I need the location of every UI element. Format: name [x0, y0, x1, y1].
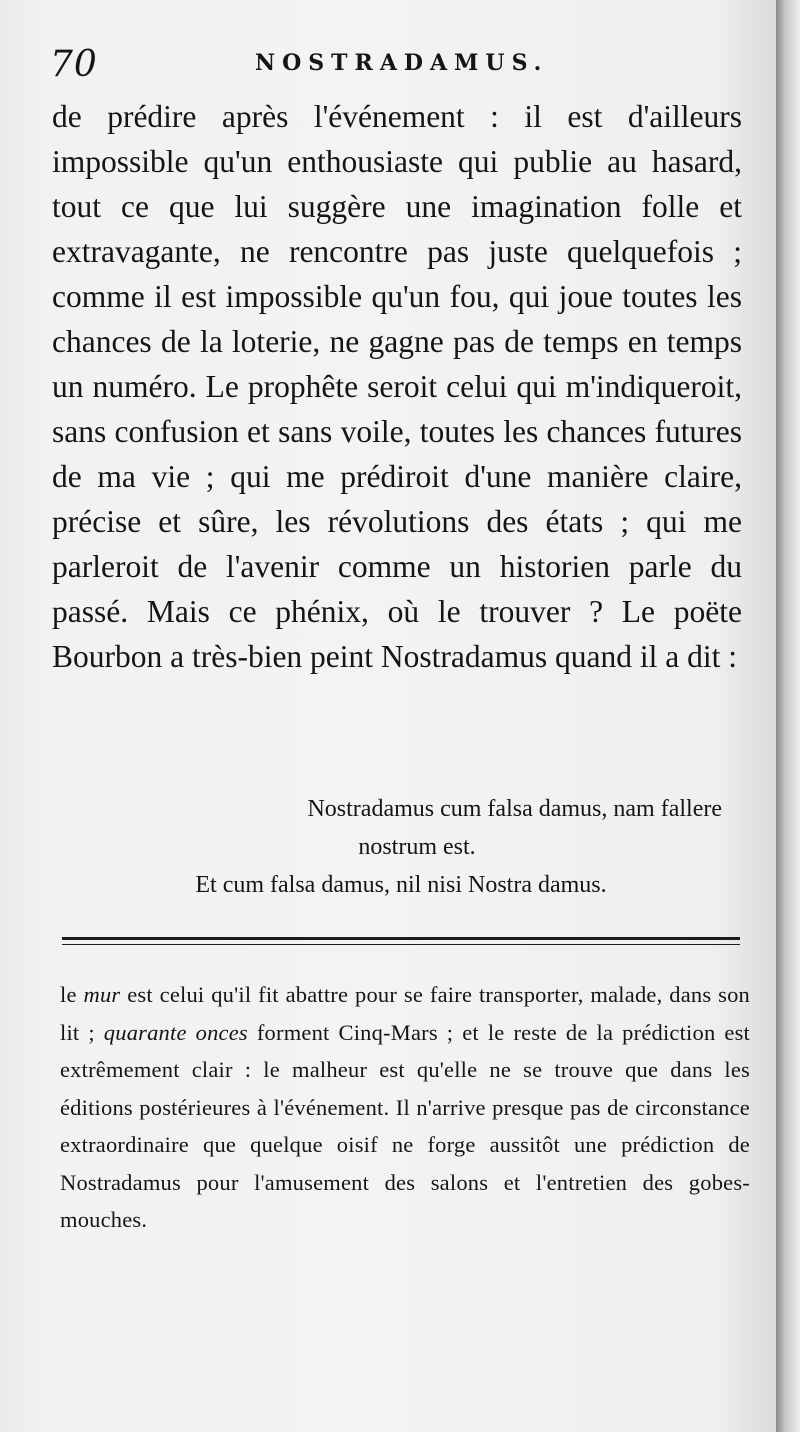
page-gutter-shadow — [776, 0, 800, 1432]
footnote-term-mur: mur — [83, 982, 121, 1007]
footnote-term-quarante-onces: quarante onces — [103, 1019, 248, 1045]
page-number: 70 — [50, 44, 98, 85]
latin-verse — [52, 790, 742, 904]
footnote-text-2: forment Cinq-Mars ; et le reste de la prédiction est extrêmement clair : le malheur est qu'elle ne se trouve que dans les éditions postérieures à l'événement. Il n'arrive presque pas de circonstance extraordinaire que quelque oisif ne forge aussitôt une prédiction de Nostradamus pour l'amusement des salons et l'entretien des gobes-mouches. — [60, 1019, 750, 1232]
verse-line-3: Et cum falsa damus, nil nisi Nostra damus. — [195, 872, 607, 898]
page-header — [50, 40, 740, 90]
body-paragraph: de prédire après l'événement : il est d'ailleurs impossible qu'un enthousiaste qui publie au hasard, tout ce que lui suggère une imagination folle et extravagante, ne rencontre pas juste quelquefois ; comme il est impossible qu'un fou, qui joue toutes les chances de la loterie, ne gagne pas de temps en temps un numéro. Le prophête seroit celui qui m'indiqueroit, sans confusion et sans voile, toutes les chances futures de ma vie ; qui me prédiroit d'une manière claire, précise et sûre, les révolutions des états ; qui me parleroit de l'avenir comme un historien parle du passé. Mais ce phénix, où le trouver ? Le poëte Bourbon a très-bien peint Nostradamus quand il a dit : — [52, 99, 742, 674]
footnote-paragraph — [60, 976, 750, 1239]
footnote-lead: le — [60, 982, 84, 1007]
footnote-text-1: est celui qu'il fit abattre pour se faire transporter, malade, dans son lit ; — [60, 982, 751, 1045]
verse-line-1: Nostradamus cum falsa damus, nam fallere — [307, 796, 722, 822]
footnote-rule-thick — [62, 937, 740, 940]
main-text — [52, 94, 742, 679]
footnote — [60, 976, 750, 1239]
verse-line-2: nostrum est. — [358, 834, 476, 860]
running-head: NOSTRADAMUS. — [255, 50, 549, 76]
footnote-rule-thin — [62, 944, 740, 945]
